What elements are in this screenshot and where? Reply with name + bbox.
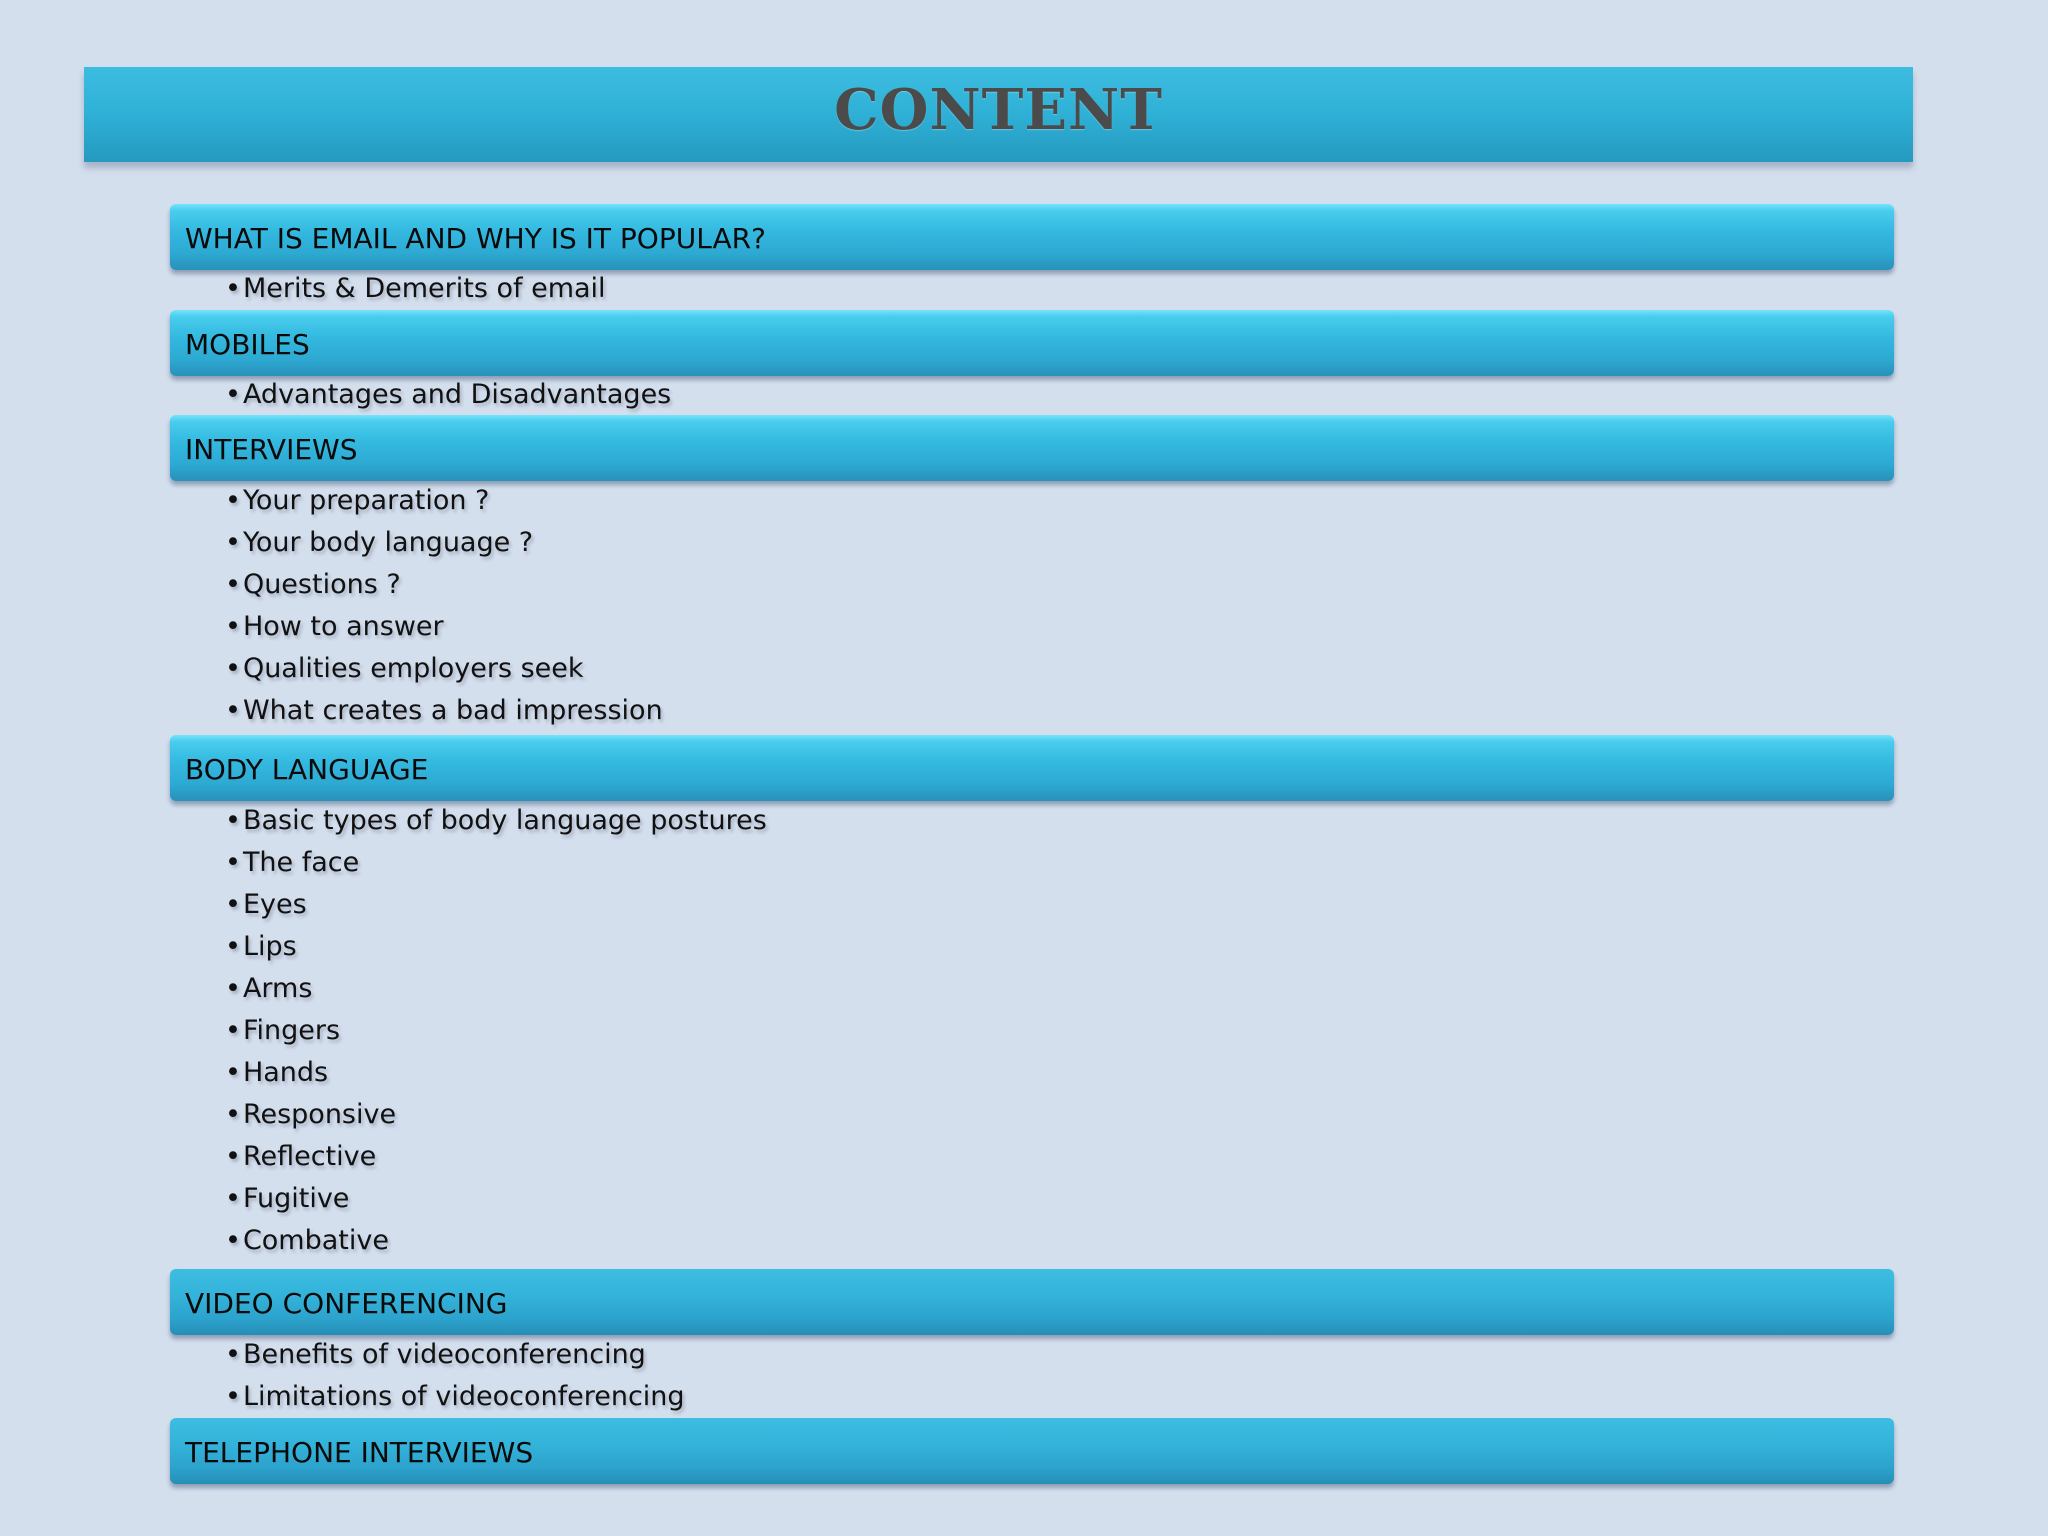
page-title: CONTENT <box>834 76 1163 143</box>
list-item-label: Reflective <box>242 1141 377 1172</box>
section-header-mobiles <box>170 310 1894 376</box>
section-label: INTERVIEWS <box>185 432 358 466</box>
list-item <box>225 1052 328 1094</box>
list-item-label: Advantages and Disadvantages <box>242 379 672 410</box>
list-item-label: Qualities employers seek <box>242 653 584 684</box>
list-item-label: Your preparation ? <box>242 485 490 516</box>
section-label: TELEPHONE INTERVIEWS <box>185 1435 534 1469</box>
section-label: WHAT IS EMAIL AND WHY IS IT POPULAR? <box>185 221 766 255</box>
list-item <box>225 1136 376 1178</box>
bullet-icon: • <box>225 1339 241 1370</box>
bullet-icon: • <box>225 1015 241 1046</box>
bullet-icon: • <box>225 379 241 410</box>
list-item-label: Questions ? <box>242 569 401 600</box>
list-item <box>225 926 297 968</box>
bullet-icon: • <box>225 889 241 920</box>
bullet-icon: • <box>225 931 241 962</box>
bullet-icon: • <box>225 1225 241 1256</box>
list-item <box>225 648 584 690</box>
bullet-icon: • <box>225 611 241 642</box>
list-item <box>225 690 663 732</box>
section-header-body-language <box>170 735 1894 801</box>
bullet-icon: • <box>225 569 241 600</box>
list-item-label: Merits & Demerits of email <box>242 273 606 304</box>
section-label: VIDEO CONFERENCING <box>185 1286 508 1320</box>
list-item-label: Fugitive <box>242 1183 350 1214</box>
bullet-icon: • <box>225 273 241 304</box>
list-item <box>225 1220 389 1262</box>
list-item-label: Limitations of videoconferencing <box>242 1381 685 1412</box>
list-item-label: How to answer <box>242 611 444 642</box>
list-item <box>225 1376 685 1418</box>
bullet-icon: • <box>225 973 241 1004</box>
list-item-label: Basic types of body language postures <box>242 805 767 836</box>
list-item-label: Fingers <box>242 1015 341 1046</box>
bullet-icon: • <box>225 527 241 558</box>
list-item-label: Hands <box>242 1057 329 1088</box>
list-item-label: Eyes <box>242 889 307 920</box>
list-item <box>225 564 401 606</box>
list-item <box>225 374 671 416</box>
bullet-icon: • <box>225 847 241 878</box>
list-item <box>225 800 767 842</box>
list-item <box>225 1010 340 1052</box>
bullet-icon: • <box>225 1381 241 1412</box>
section-header-video-conferencing <box>170 1269 1894 1335</box>
list-item <box>225 1094 396 1136</box>
section-label: BODY LANGUAGE <box>185 752 429 786</box>
list-item <box>225 842 359 884</box>
list-item <box>225 268 606 310</box>
list-item-label: Lips <box>242 931 297 962</box>
section-header-email <box>170 204 1894 270</box>
bullet-icon: • <box>225 695 241 726</box>
section-label: MOBILES <box>185 327 310 361</box>
bullet-icon: • <box>225 1057 241 1088</box>
section-header-interviews <box>170 415 1894 481</box>
bullet-icon: • <box>225 653 241 684</box>
title-banner <box>84 67 1913 162</box>
list-item <box>225 480 489 522</box>
bullet-icon: • <box>225 805 241 836</box>
list-item <box>225 884 307 926</box>
list-item <box>225 606 444 648</box>
list-item <box>225 968 312 1010</box>
bullet-icon: • <box>225 1141 241 1172</box>
bullet-icon: • <box>225 485 241 516</box>
bullet-icon: • <box>225 1099 241 1130</box>
list-item-label: Your body language ? <box>242 527 534 558</box>
list-item-label: Combative <box>242 1225 389 1256</box>
bullet-icon: • <box>225 1183 241 1214</box>
list-item-label: Responsive <box>242 1099 397 1130</box>
list-item <box>225 1334 646 1376</box>
list-item-label: Benefits of videoconferencing <box>242 1339 646 1370</box>
list-item <box>225 1178 349 1220</box>
list-item-label: The face <box>242 847 360 878</box>
section-header-telephone-interviews <box>170 1418 1894 1484</box>
list-item-label: Arms <box>242 973 313 1004</box>
list-item <box>225 522 533 564</box>
list-item-label: What creates a bad impression <box>242 695 663 726</box>
